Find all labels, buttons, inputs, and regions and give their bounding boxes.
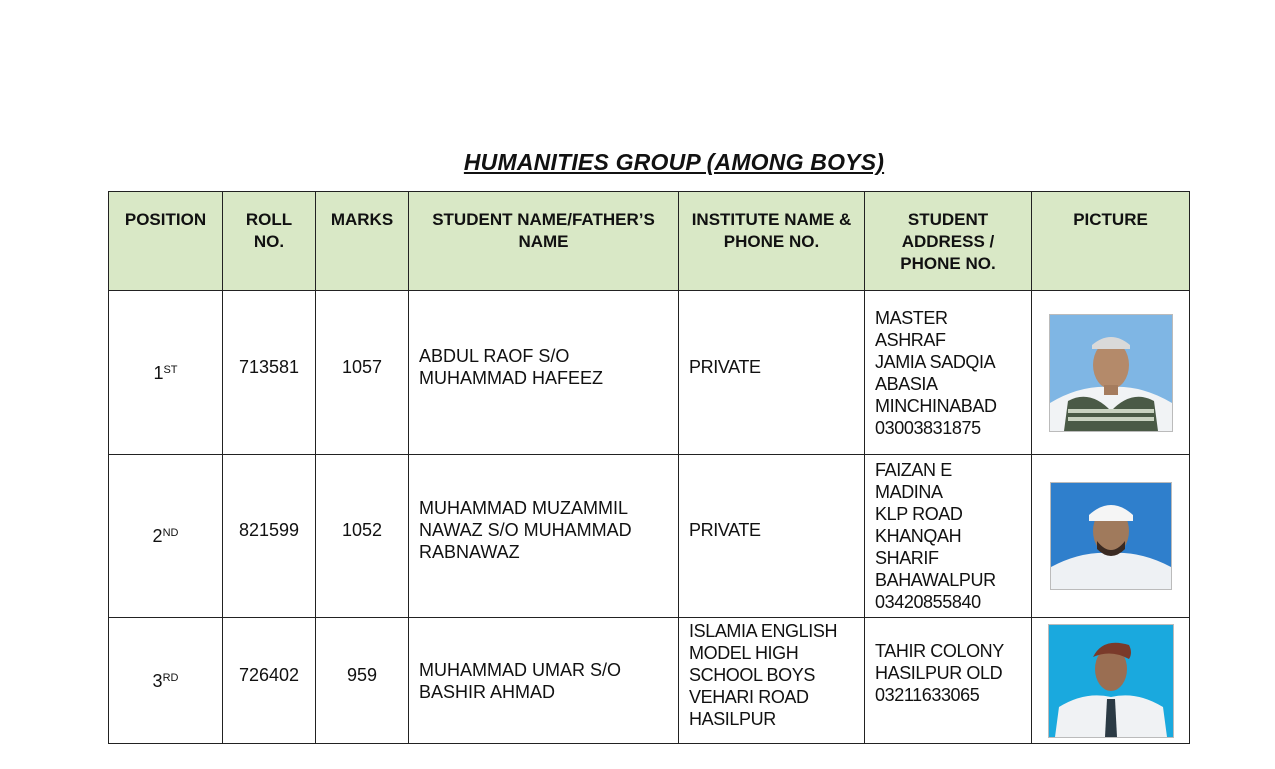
position-number: 1: [153, 362, 164, 383]
address-line: HASILPUR OLD: [875, 663, 1003, 683]
address-line: 03211633065: [875, 685, 980, 705]
institute-name: PRIVATE: [689, 520, 761, 540]
institute-cell: [679, 618, 865, 744]
table-row: [109, 291, 1190, 455]
institute-cell: [679, 455, 865, 618]
student-photo: [1049, 314, 1173, 432]
marks-cell: [316, 291, 409, 455]
header-picture: PICTURE: [1032, 192, 1190, 291]
institute-line: ISLAMIA ENGLISH: [689, 621, 838, 641]
picture-cell: [1032, 618, 1190, 744]
position-suffix: RD: [162, 671, 179, 684]
student-photo: [1050, 482, 1172, 590]
student-photo: [1048, 624, 1174, 738]
position-cell: [109, 291, 223, 455]
student-cell: [409, 291, 679, 455]
address-cell: [865, 618, 1032, 744]
student-cell: [409, 618, 679, 744]
marks-value: 1052: [341, 520, 383, 540]
student-name: MUHAMMAD MUZAMMIL NAWAZ S/O MUHAMMAD RABNAWAZ: [419, 498, 632, 562]
position-suffix: ST: [163, 363, 178, 376]
address-cell: [865, 291, 1032, 455]
institute-line: SCHOOL BOYS: [689, 665, 815, 685]
address-line: KLP ROAD: [875, 504, 963, 524]
address-line: MASTER ASHRAF: [875, 307, 948, 350]
marks-value: 959: [346, 664, 378, 685]
address-line: KHANQAH SHARIF: [875, 526, 962, 568]
roll-cell: [223, 618, 316, 744]
page-title: HUMANITIES GROUP (AMONG BOYS): [463, 149, 885, 175]
header-row: [109, 192, 1190, 291]
header-roll-no: ROLL NO.: [223, 192, 316, 291]
table-row: [109, 455, 1190, 618]
header-address: STUDENT ADDRESS / PHONE NO.: [865, 192, 1032, 291]
position-cell: [109, 618, 223, 744]
address-line: JAMIA SADQIA: [875, 351, 996, 372]
roll-number: 726402: [238, 664, 300, 685]
marks-cell: [316, 455, 409, 618]
institute-name: PRIVATE: [689, 356, 761, 377]
address-cell: [865, 455, 1032, 618]
picture-cell: [1032, 291, 1190, 455]
address-line: MINCHINABAD: [875, 395, 997, 416]
marks-cell: [316, 618, 409, 744]
results-table: [108, 191, 1190, 744]
picture-cell: [1032, 455, 1190, 618]
institute-line: MODEL HIGH: [689, 643, 799, 663]
address-line: ABASIA: [875, 373, 938, 394]
header-student-name: STUDENT NAME/FATHER’S NAME: [409, 192, 679, 291]
student-name: MUHAMMAD UMAR S/O BASHIR AHMAD: [419, 659, 621, 702]
header-institute: INSTITUTE NAME & PHONE NO.: [679, 192, 865, 291]
student-name: ABDUL RAOF S/O MUHAMMAD HAFEEZ: [419, 345, 603, 388]
address-line: 03420855840: [875, 592, 981, 612]
table-row: [109, 618, 1190, 744]
header-position: POSITION: [109, 192, 223, 291]
marks-value: 1057: [341, 356, 383, 377]
institute-line: HASILPUR: [689, 709, 776, 729]
roll-cell: [223, 455, 316, 618]
position-number: 3: [152, 670, 163, 691]
address-line: BAHAWALPUR: [875, 570, 996, 590]
address-line: TAHIR COLONY: [875, 641, 1004, 661]
institute-line: VEHARI ROAD: [689, 687, 809, 707]
student-cell: [409, 455, 679, 618]
position-suffix: ND: [162, 527, 179, 539]
roll-number: 713581: [238, 356, 300, 377]
institute-cell: [679, 291, 865, 455]
address-line: 03003831875: [875, 417, 981, 438]
address-line: FAIZAN E MADINA: [875, 460, 952, 502]
position-number: 2: [152, 526, 163, 546]
header-marks: MARKS: [316, 192, 409, 291]
roll-number: 821599: [238, 520, 300, 540]
position-cell: [109, 455, 223, 618]
roll-cell: [223, 291, 316, 455]
